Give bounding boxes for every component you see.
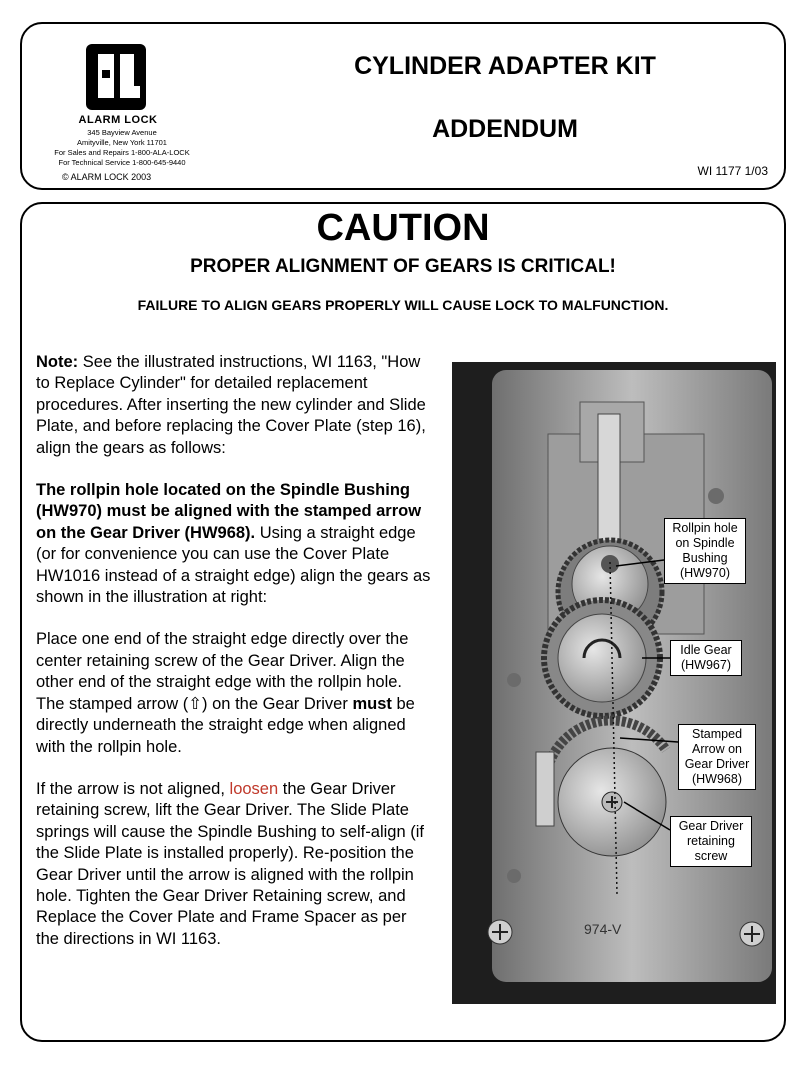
address-line: 345 Bayview Avenue (87, 128, 157, 137)
rollpin-text: Using a straight edge (or for convenience you can use the Cover Plate HW1016 instead of a straight edge) align the gears as shown in the illustration at right: (36, 523, 431, 607)
note-text: See the illustrated instructions, WI 1163, "How to Replace Cylinder" for detailed replacement procedures. After inserting the new cylinder and Slide Plate, and before replacing the Cover Plate (step 16), align the gears as follows: (36, 353, 426, 457)
logo-wordmark: ALARM LOCK (78, 114, 158, 126)
company-address (30, 128, 214, 168)
gear-assembly-photo (452, 362, 776, 1004)
alarm-lock-logo (84, 40, 148, 112)
tech-phone: For Technical Service 1-800-645-9440 (58, 158, 186, 167)
must-emphasis: must (352, 694, 392, 713)
note-label: Note: (36, 353, 79, 371)
copyright: © ALARM LOCK 2003 (62, 172, 152, 182)
rollpin-bold: The rollpin hole located on the Spindle Bushing (HW970) must be aligned with the stamped arrow on the Gear Driver (HW968). (36, 481, 422, 542)
straight-edge-text: Place one end of the straight edge directly over the center retaining screw of the Gear Driver. Align the other end of the straight edge with the rollpin hole. The stamped arrow (⇧) on the Gear Driver (36, 630, 409, 713)
realign-text: If the arrow is not aligned, (36, 779, 230, 798)
note-paragraph (36, 352, 431, 459)
document-title: CYLINDER ADAPTER KIT (354, 52, 656, 80)
retaining-screw-callout: Gear Driver retaining screw (670, 816, 752, 867)
loosen-highlight: loosen (229, 779, 279, 798)
sales-phone: For Sales and Repairs 1-800-ALA-LOCK (54, 148, 190, 157)
instructions (36, 352, 431, 971)
address-line: Amityville, New York 11701 (77, 138, 167, 147)
rollpin-callout: Rollpin hole on Spindle Bushing (HW970) (664, 518, 746, 584)
document-id: WI 1177 1/03 (697, 164, 768, 178)
document-subtitle: ADDENDUM (432, 115, 578, 143)
stamp-marking: 974-V (584, 921, 622, 937)
rollpin-paragraph (36, 480, 431, 608)
idle-gear-callout: Idle Gear (HW967) (670, 640, 742, 676)
realign-text-end: the Gear Driver retaining screw, lift the Gear Driver. The Slide Plate springs will cause the Spindle Bushing to self-align (if the Slide Plate is installed properly). Re-position the Gear Driver until the arrow is aligned with the rollpin hole. Tighten the Gear Driver Retaining screw, and Replace the Cover Plate and Frame Spacer as per the directions in WI 1163. (36, 779, 424, 948)
realign-paragraph (36, 779, 431, 950)
straight-edge-text-end: be directly underneath the straight edge when aligned with the rollpin hole. (36, 694, 415, 756)
stamped-arrow-callout: Stamped Arrow on Gear Driver (HW968) (678, 724, 756, 790)
straight-edge-paragraph (36, 629, 431, 757)
alignment-heading: PROPER ALIGNMENT OF GEARS IS CRITICAL! (190, 256, 616, 277)
caution-heading: CAUTION (316, 207, 490, 249)
warning-text: FAILURE TO ALIGN GEARS PROPERLY WILL CAUSE LOCK TO MALFUNCTION. (137, 297, 669, 313)
